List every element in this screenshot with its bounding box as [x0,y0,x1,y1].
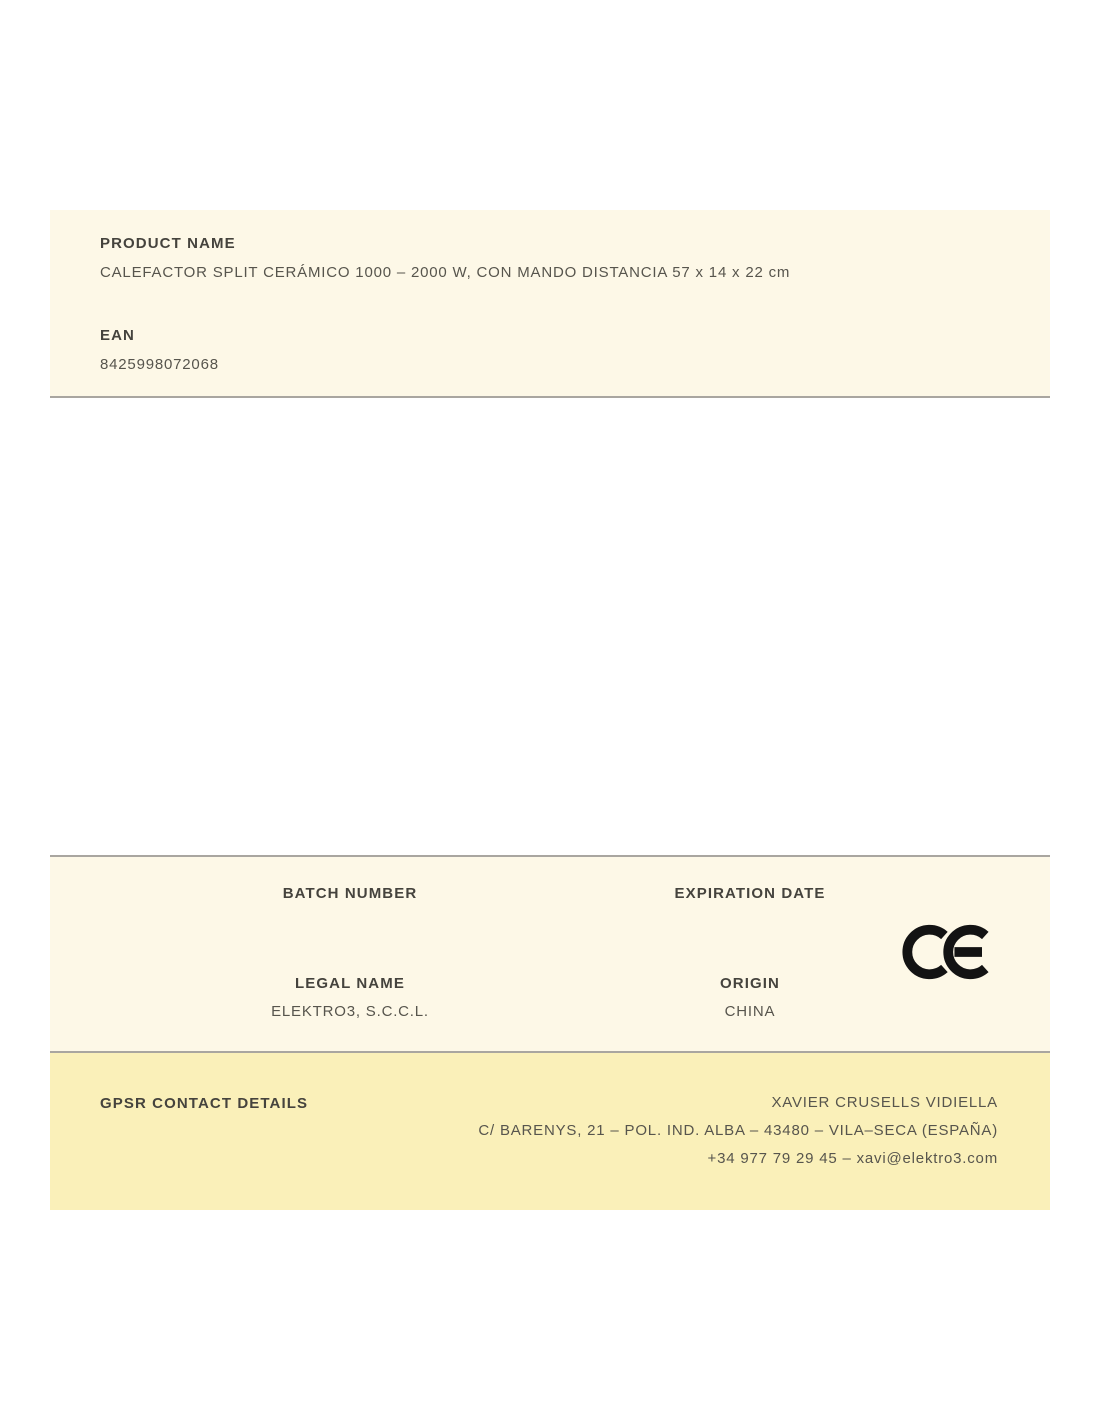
gpsr-contact-address: C/ BARENYS, 21 – POL. IND. ALBA – 43480 – VILA–SECA (ESPAÑA) [478,1122,998,1139]
product-name-field [100,236,1000,281]
batch-origin-panel [50,855,1050,1053]
origin-label: ORIGIN [720,975,780,992]
expiration-origin-column [550,857,950,1051]
gpsr-contact-phone-email: +34 977 79 29 45 – xavi@elektro3.com [707,1150,998,1167]
legal-name-label: LEGAL NAME [295,975,405,992]
ean-field [100,328,1000,373]
gpsr-contact-panel [50,1053,1050,1210]
gpsr-contact-block [478,1089,998,1173]
legal-name-value: ELEKTRO3, S.C.C.L. [271,1003,429,1020]
expiration-date-label: EXPIRATION DATE [674,885,826,902]
product-name-value: CALEFACTOR SPLIT CERÁMICO 1000 – 2000 W, CON MANDO DISTANCIA 57 x 14 x 22 cm [100,264,791,281]
gpsr-contact-name: XAVIER CRUSELLS VIDIELLA [771,1094,998,1111]
gpsr-contact-label: GPSR CONTACT DETAILS [100,1095,309,1112]
ean-value: 8425998072068 [100,356,219,373]
batch-number-label: BATCH NUMBER [282,885,418,902]
batch-legal-column [150,857,550,1051]
product-info-panel [50,210,1050,398]
ean-label: EAN [100,327,135,344]
origin-value: CHINA [724,1003,776,1020]
product-name-label: PRODUCT NAME [100,235,236,252]
ce-mark-icon [902,921,998,983]
